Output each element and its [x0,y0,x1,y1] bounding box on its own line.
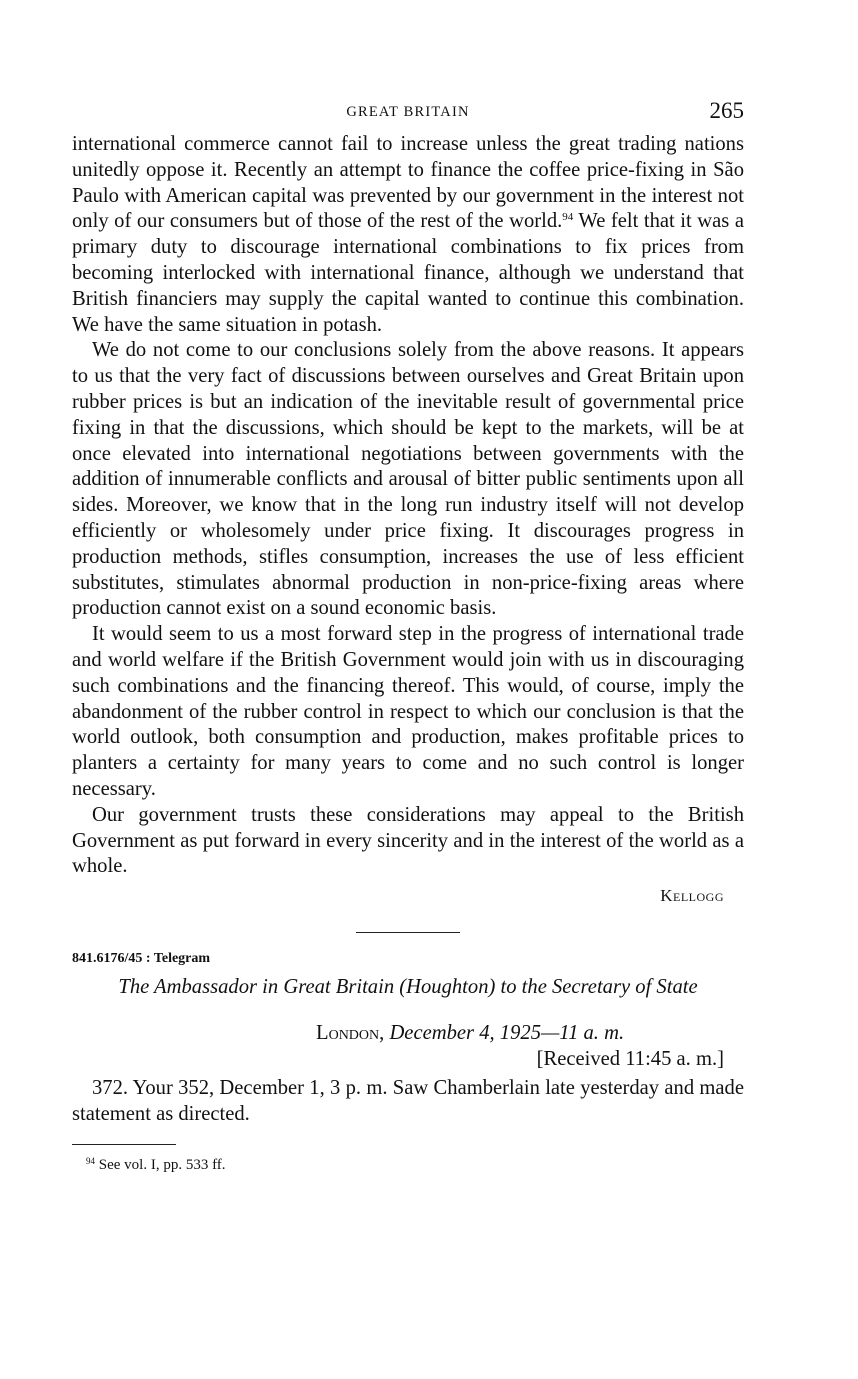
signature: Kellogg [660,886,724,906]
received-time: [Received 11:45 a. m.] [536,1048,724,1071]
dateline-date: December 4, 1925—11 a. m. [389,1022,625,1045]
footnote [72,1155,744,1175]
telegram-text: 372. Your 352, December 1, 3 p. m. Saw Chamberlain late yesterday and made statement as directed. [72,1077,744,1125]
dateline-place: London, [316,1022,385,1045]
footnote-text: See vol. I, pp. 533 ff. [98,1156,226,1173]
paragraph-1 [72,132,744,338]
footnote-marker: 94 [86,1155,95,1166]
document-page [72,96,744,1175]
footnote-reference[interactable]: 94 [562,211,574,224]
document-title: The Ambassador in Great Britain (Houghton) to the Secretary of State [118,976,698,999]
file-number: 841.6176/45 : Telegram [72,951,211,967]
dateline [72,1020,744,1046]
section-divider [356,932,460,933]
page-number: 265 [709,98,744,123]
running-head [72,96,744,132]
paragraph-3: It would seem to us a most forward step in the progress of international trade and world welfare if the British Government would join with us in discouraging such combinations and the financing thereof. This would, of course, imply the abandonment of the rubber control in respect to which our conclusion is that the world outlook, both consumption and production, makes profitable prices to planters a certainty for many years to come and no such control is longer necessary. [72,623,744,800]
paragraph-2: We do not come to our conclusions solely from the above reasons. It appears to us that the very fact of discussions between ourselves and Great Britain upon rubber prices is but an indication of the inevitable result of governmental price fixing in that the discussions, which should be kept to the markets, will be at once elevated into international negotiations between governments with the addition of innumerable conflicts and arousal of bitter public sentiments upon all sides. Moreover, we know that in the long run industry itself will not develop efficiently or wholesomely under price fixing. It discourages progress in production methods, stifles consumption, increases the use of less efficient substitutes, stimulates abnormal production in non-price-fixing areas where production cannot exist on a sound economic basis. [72,339,744,620]
paragraph-1-text-b: We felt that it was a primary duty to discourage international combinations to fix prices from becoming interlocked with international finance, although we understand that British financiers may supply the capital wanted to continue this combination. We have the same situation in potash. [72,210,744,336]
running-title: GREAT BRITAIN [346,104,470,120]
paragraph-1-text-a: international commerce cannot fail to increase unless the great trading nations unitedly oppose it. Recently an attempt to finance the coffee price-fixing in São Paulo with American capital was prevented by our government in the interest not only of our consumers but of those of the rest of the world. [72,133,744,233]
paragraph-4: Our government trusts these considerations may appeal to the British Government as put forward in every sincerity and in the interest of the world as a whole. [72,803,744,878]
footnote-divider [72,1144,176,1145]
